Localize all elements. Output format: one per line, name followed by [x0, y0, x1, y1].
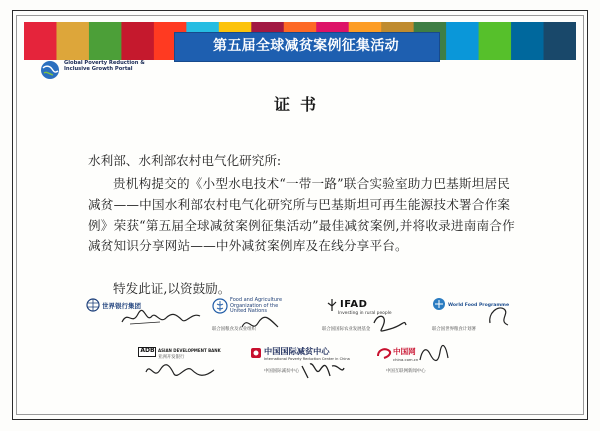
- fao-cn-name: 联合国粮食及农业组织: [212, 327, 256, 332]
- ifad-name: IFAD: [340, 299, 368, 310]
- certificate-body: 贵机构提交的《小型水电技术“一带一路”联合实验室助力巴基斯坦居民减贫——中国水利部农村电气化研究所与巴基斯坦可再生能源技术署合作案例》荣获“第五届全球减贫案例征集活动”最佳减贫案例,并将收录进南南合作减贫知识分享网站——中外减贫案例库及在线分享平台。: [88, 176, 515, 254]
- world-bank-name: 世界银行集团: [102, 302, 141, 310]
- iprcc-en-name: International Poverty Reduction Center in China: [264, 357, 350, 361]
- wfp-cn-name: 联合国世界粮食计划署: [432, 327, 476, 332]
- iprcc-logo-icon: [250, 347, 262, 359]
- world-bank-logo-icon: [86, 298, 100, 312]
- ifad-tagline: Investing in rural people: [338, 311, 392, 316]
- stripe-segment: [24, 22, 57, 60]
- fao-signature: [238, 313, 282, 335]
- ifad-signature: [370, 311, 410, 335]
- adb-signature: [142, 358, 218, 382]
- stripe-segment: [544, 22, 576, 60]
- fao-logo-icon: [212, 298, 228, 314]
- china-net-domain: china.com.cn: [393, 357, 419, 362]
- iprcc-name: 中国国际减贫中心: [264, 346, 330, 356]
- stripe-segment: [446, 22, 479, 60]
- gp-logo-line1: Global Poverty Reduction &: [64, 60, 145, 66]
- stripe-segment: [511, 22, 544, 60]
- globe-icon: [40, 60, 60, 80]
- certificate-title: 证书: [273, 95, 326, 114]
- stripe-segment: [56, 22, 89, 60]
- adb-abbr: ADB: [140, 347, 155, 354]
- china-net-name: 中国网: [393, 347, 416, 356]
- closing-line: 特发此证,以资鼓励。: [113, 281, 231, 296]
- banner-title: 第五届全球减贫案例征集活动: [213, 38, 399, 54]
- banner: [24, 22, 576, 60]
- wfp-name: World Food Programme: [448, 303, 510, 308]
- addressee: 水利部、水利部农村电气化研究所:: [88, 153, 282, 168]
- fao-line3: United Nations: [230, 308, 268, 315]
- world-bank-signature: [120, 306, 202, 328]
- ifad-logo-icon: [326, 298, 338, 312]
- gp-logo-line2: Inclusive Growth Portal: [64, 66, 133, 73]
- china-net-logo-icon: [376, 346, 392, 360]
- adb-cn-name: 亚洲开发银行: [158, 355, 185, 360]
- iprcc-sub-name: 中国国际减贫中心: [264, 369, 300, 374]
- stripe-segment: [479, 22, 512, 60]
- china-net-sub-name: 中国互联网新闻中心: [386, 369, 426, 374]
- iprcc-signature: [298, 358, 348, 382]
- ifad-cn-name: 联合国国际农业发展基金: [322, 327, 371, 332]
- wfp-logo-icon: [432, 297, 446, 311]
- stripe-segment: [121, 22, 154, 60]
- china-net-signature: [416, 342, 452, 368]
- wfp-signature: [484, 301, 514, 331]
- fao-line1: Food and Agriculture: [230, 297, 283, 303]
- adb-name: ASIAN DEVELOPMENT BANK: [158, 348, 221, 353]
- fao-line2: Organization of the: [230, 302, 279, 309]
- gp-logo-text: [64, 60, 184, 73]
- stripe-segment: [89, 22, 122, 60]
